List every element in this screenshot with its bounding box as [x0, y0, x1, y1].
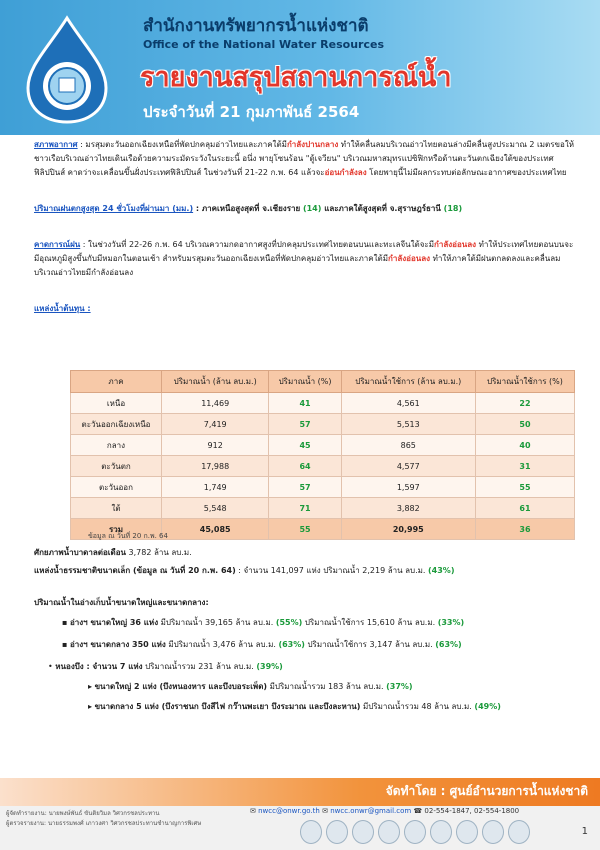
bullet-icon: ▸ — [88, 702, 95, 711]
report-title: รายงานสรุปสถานการณ์น้ำ — [140, 62, 452, 93]
table-cell: 20,995 — [341, 519, 475, 540]
footer-phone: 02-554-1847, 02-554-1800 — [424, 807, 520, 815]
footer-preparer: ผู้จัดทำรายงาน: นายพงษ์พันธ์ ขันติยวิมล วิศวกรชลประทาน — [6, 810, 160, 817]
table-cell: 57 — [269, 414, 341, 435]
report-header — [0, 0, 600, 135]
natural-sources-line — [34, 564, 579, 578]
partner-logo-icon — [326, 820, 348, 844]
groundwater-text: 3,782 ล้าน ลบ.ม. — [125, 548, 192, 557]
org-name-thai: สำนักงานทรัพยากรน้ำแห่งชาติ — [143, 16, 369, 36]
water-drop-logo — [18, 14, 116, 126]
natural-sources-pct: (43%) — [428, 566, 455, 575]
table-note: ข้อมูล ณ วันที่ 20 ก.พ. 64 — [88, 532, 168, 540]
medium-reservoir-text-2: ปริมาณน้ำใช้การ 3,147 ล้าน ลบ.ม. — [304, 640, 436, 649]
footer-contact — [250, 807, 519, 815]
table-cell: 5,548 — [161, 498, 268, 519]
rain-text-1: : ภาคเหนือสูงสุดที่ จ.เชียงราย — [193, 204, 303, 213]
table-cell: 4,577 — [341, 456, 475, 477]
groundwater-label: ศักยภาพน้ำบาดาลต่อเดือน — [34, 548, 126, 557]
mail-icon: ✉ — [322, 807, 331, 815]
table-header: ปริมาณน้ำใช้การ (%) — [475, 371, 574, 393]
rain-paragraph — [34, 202, 574, 216]
bueng-medium-label: ขนาดกลาง 5 แห่ง (บึงราชนก บึงสีไฟ กว๊านพะเยา บึงระมาณ และบึงละหาน) — [94, 702, 361, 711]
table-header: ปริมาณน้ำ (%) — [269, 371, 341, 393]
table-row — [71, 414, 575, 435]
table-cell: 64 — [269, 456, 341, 477]
table-row — [71, 456, 575, 477]
sources-heading — [34, 302, 574, 316]
bueng-medium-text: มีปริมาณน้ำรวม 48 ล้าน ลบ.ม. — [360, 702, 475, 711]
weather-paragraph — [34, 138, 574, 180]
medium-reservoir-line — [62, 638, 579, 652]
table-cell: 36 — [475, 519, 574, 540]
footer-email-2[interactable]: nwcc.onwr@gmail.com — [330, 807, 412, 815]
table-cell: 17,988 — [161, 456, 268, 477]
weather-label: สภาพอากาศ — [34, 140, 78, 149]
bueng-large-line — [88, 680, 579, 694]
weather-highlight-1: กำลังปานกลาง — [286, 140, 339, 149]
rain-label: ปริมาณฝนตกสูงสุด 24 ชั่วโมงที่ผ่านมา (มม.) — [34, 204, 194, 213]
table-row — [71, 393, 575, 414]
table-cell: รวม — [71, 519, 162, 540]
table-cell: 1,597 — [341, 477, 475, 498]
table-cell: 61 — [475, 498, 574, 519]
footer-center-name: จัดทำโดย : ศูนย์อำนวยการน้ำแห่งชาติ — [385, 784, 588, 798]
report-footer — [0, 778, 600, 850]
weather-text-1: : มรสุมตะวันออกเฉียงเหนือที่พัดปกคลุมอ่าวไทยและภาคใต้มี — [77, 140, 287, 149]
reservoir-heading: ปริมาณน้ำในอ่างเก็บน้ำขนาดใหญ่และขนาดกลาง: — [34, 598, 209, 607]
table-cell: 40 — [475, 435, 574, 456]
bueng-large-pct: (37%) — [386, 682, 413, 691]
table-cell: 22 — [475, 393, 574, 414]
footer-reviewer: ผู้ตรวจรายงาน: นายธรรมพงศ์ เภาวงศา วิศวกรชลประทานชำนาญการพิเศษ — [6, 820, 202, 827]
table-cell: 45,085 — [161, 519, 268, 540]
table-cell: 4,561 — [341, 393, 475, 414]
partner-logo-icon — [378, 820, 400, 844]
bullet-icon: ▪ — [62, 640, 70, 649]
large-reservoir-text-1: มีปริมาณน้ำ 39,165 ล้าน ลบ.ม. — [158, 618, 276, 627]
forecast-text-2: ทำให้ประเทศไทยตอนบนจะมีอุณหภูมิสูงขึ้นกับมีหมอกในตอนเช้า สำหรับมรสุมตะวันออกเฉียงเหนือที่พัดปกคลุมอ่าวไทยและภาคใต้มี — [34, 240, 574, 263]
bullet-icon: • — [48, 662, 56, 671]
table-cell: 865 — [341, 435, 475, 456]
weather-text-2: ทำให้คลื่นลมบริเวณอ่าวไทยตอนล่างมีคลื่นสูงประมาณ 2 เมตรขอให้ชาวเรือบริเวณอ่าวไทยเดินเรือด้วยความระมัดระวังในระยะนี้ อนึ่ง พายุโซนร้อน "ดู้เจวียน" บริเวณมหาสมุทรแปซิฟิกหรือด้านตะวันตกเฉียงใต้ของประเทศฟิลิปปินส์ คาดว่าจะเคลื่อนขึ้นฝั่งประเทศฟิลิปปินส์ ในช่วงวันที่ 21-22 ก.พ. 64 แล้วจะ — [34, 140, 574, 177]
rain-value-2: (18) — [443, 204, 463, 213]
large-reservoir-pct-2: (33%) — [437, 618, 465, 627]
bueng-line — [48, 660, 579, 674]
lower-section — [34, 546, 579, 714]
report-date: ประจำวันที่ 21 กุมภาพันธ์ 2564 — [143, 103, 360, 121]
bullet-icon: ▸ — [88, 682, 95, 691]
table-cell: ตะวันออกเฉียงเหนือ — [71, 414, 162, 435]
reservoir-table — [70, 370, 575, 540]
table-cell: 11,469 — [161, 393, 268, 414]
weather-text-3: โดยพายุนี้ไม่มีผลกระทบต่อลักษณะอากาศของประเทศไทย — [366, 168, 567, 177]
table-cell: ตะวันตก — [71, 456, 162, 477]
footer-band — [0, 778, 600, 806]
forecast-text-1: : ในช่วงวันที่ 22-26 ก.พ. 64 บริเวณความกดอากาศสูงที่ปกคลุมประเทศไทยตอนบนและทะเลจีนใต้จะมี — [80, 240, 434, 249]
partner-logos — [300, 820, 530, 844]
partner-logo-icon — [352, 820, 374, 844]
table-header: ภาค — [71, 371, 162, 393]
sources-label: แหล่งน้ำต้นทุน : — [34, 304, 91, 313]
footer-email-1[interactable]: nwcc@onwr.go.th — [258, 807, 320, 815]
table-cell: กลาง — [71, 435, 162, 456]
rain-value-1: (14) — [302, 204, 322, 213]
partner-logo-icon — [508, 820, 530, 844]
forecast-paragraph — [34, 238, 574, 280]
medium-reservoir-pct-2: (63%) — [435, 640, 462, 649]
groundwater-line — [34, 546, 579, 560]
medium-reservoir-label: อ่างฯ ขนาดกลาง 350 แห่ง — [69, 640, 166, 649]
table-cell: 55 — [475, 477, 574, 498]
org-name-english: Office of the National Water Resources — [143, 38, 385, 51]
rain-text-2: และภาคใต้สูงสุดที่ จ.สุราษฎร์ธานี — [321, 204, 444, 213]
forecast-highlight-2: กำลังอ่อนลง — [388, 254, 431, 263]
partner-logo-icon — [430, 820, 452, 844]
table-header-row — [71, 371, 575, 393]
phone-icon: ☎ — [413, 807, 425, 815]
table-cell: 41 — [269, 393, 341, 414]
table-header: ปริมาณน้ำ (ล้าน ลบ.ม.) — [161, 371, 268, 393]
table-cell: ใต้ — [71, 498, 162, 519]
table-row — [71, 477, 575, 498]
table-cell: 3,882 — [341, 498, 475, 519]
partner-logo-icon — [482, 820, 504, 844]
bueng-pct: (39%) — [256, 662, 283, 671]
large-reservoir-text-2: ปริมาณน้ำใช้การ 15,610 ล้าน ลบ.ม. — [302, 618, 438, 627]
table-cell: ตะวันออก — [71, 477, 162, 498]
large-reservoir-line — [62, 616, 579, 630]
partner-logo-icon — [300, 820, 322, 844]
table-cell: เหนือ — [71, 393, 162, 414]
table-cell: 55 — [269, 519, 341, 540]
footer-staff — [6, 809, 201, 829]
table-cell: 57 — [269, 477, 341, 498]
natural-sources-text: : จำนวน 141,097 แห่ง ปริมาณน้ำ 2,219 ล้าน ลบ.ม. — [235, 566, 429, 575]
table-cell: 45 — [269, 435, 341, 456]
bullet-icon: ▪ — [62, 618, 70, 627]
table-cell: 71 — [269, 498, 341, 519]
medium-reservoir-text-1: มีปริมาณน้ำ 3,476 ล้าน ลบ.ม. — [165, 640, 279, 649]
table-cell: 31 — [475, 456, 574, 477]
bueng-large-text: มีปริมาณน้ำรวม 183 ล้าน ลบ.ม. — [267, 682, 387, 691]
table-cell: 7,419 — [161, 414, 268, 435]
bueng-label: หนองบึง : จำนวน 7 แห่ง — [55, 662, 143, 671]
table-header: ปริมาณน้ำใช้การ (ล้าน ลบ.ม.) — [341, 371, 475, 393]
bueng-medium-line — [88, 700, 579, 714]
large-reservoir-label: อ่างฯ ขนาดใหญ่ 36 แห่ง — [69, 618, 159, 627]
table-cell: 1,749 — [161, 477, 268, 498]
large-reservoir-pct-1: (55%) — [275, 618, 303, 627]
forecast-highlight-1: กำลังอ่อนลง — [434, 240, 477, 249]
forecast-label: คาดการณ์ฝน — [34, 240, 81, 249]
medium-reservoir-pct-1: (63%) — [278, 640, 305, 649]
bueng-large-label: ขนาดใหญ่ 2 แห่ง (บึงหนองหาร และบึงบอระเพ็ด) — [94, 682, 268, 691]
table-cell: 5,513 — [341, 414, 475, 435]
bueng-medium-pct: (49%) — [474, 702, 501, 711]
weather-highlight-2: อ่อนกำลังลง — [324, 168, 367, 177]
table-row — [71, 498, 575, 519]
partner-logo-icon — [404, 820, 426, 844]
forecast-text-3: ทำให้ภาคใต้มีฝนตกลดลงและคลื่นลมบริเวณอ่าวไทยมีกำลังอ่อนลง — [34, 254, 561, 277]
partner-logo-icon — [456, 820, 478, 844]
table-cell: 912 — [161, 435, 268, 456]
bueng-text: ปริมาณน้ำรวม 231 ล้าน ลบ.ม. — [142, 662, 257, 671]
mail-icon: ✉ — [250, 807, 259, 815]
natural-sources-label: แหล่งน้ำธรรมชาติขนาดเล็ก (ข้อมูล ณ วันที่ 20 ก.พ. 64) — [34, 566, 236, 575]
report-content — [34, 138, 574, 316]
page-number: 1 — [581, 826, 588, 837]
table-cell: 50 — [475, 414, 574, 435]
table-row — [71, 435, 575, 456]
